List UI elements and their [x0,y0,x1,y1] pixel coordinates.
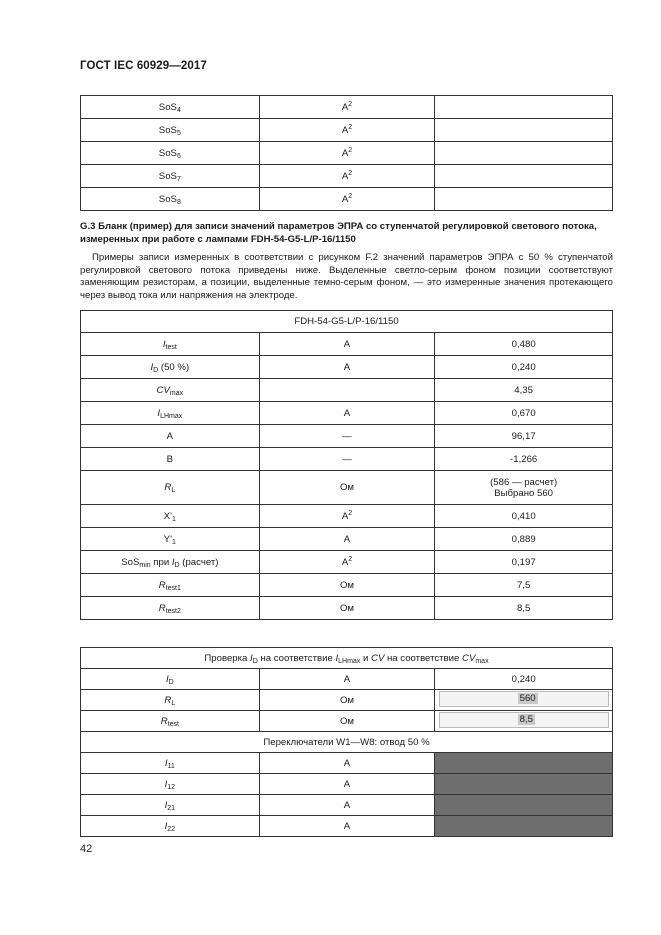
switch-row [81,732,613,753]
highlighted-value: 560 [519,692,536,704]
unit-superscript: 2 [348,169,353,177]
param-cell [81,333,260,356]
value-line-2: Выбрано 560 [494,487,554,499]
param-symbol: I [164,799,168,811]
unit-label: A [341,193,349,205]
param-cell [81,753,260,774]
title-part: Проверка [204,652,251,664]
unit-cell: A [259,774,435,795]
highlighted-value: 8,5 [519,713,533,725]
unit-cell: — [259,448,435,471]
param-symbol: X' [163,510,172,522]
param-subscript: 1 [171,538,176,546]
value-cell: 96,17 [435,425,613,448]
param-label: SoS [158,124,177,136]
title-subscript: D [252,657,258,665]
value-cell: -1,266 [435,448,613,471]
param-symbol: I [164,820,168,832]
dark-value-cell [435,774,613,795]
light-highlight [439,691,609,707]
dark-value-cell [435,753,613,774]
section-paragraph: Примеры записи измеренных в соответствии с рисунком F.2 значений параметров ЭПРА с 50 % ступенчатой регулировкой светового потока приведены ниже. Выделенные светло-серым фоном позиции соответствуют заменяющим резисторам, а позиции, выделенные темно-серым фоном, — это измеренные значения протекающего через вывод тока или напряжения на электроде. [80,252,613,301]
table-row [81,425,613,448]
unit-cell: Ом [259,711,435,732]
value-cell: 0,240 [435,356,613,379]
param-cell [81,774,260,795]
unit-cell [259,165,435,188]
param-cell [81,551,260,574]
param-symbol: SoS [121,556,140,568]
param-subscript-2: D [174,561,180,569]
table-row [81,753,613,774]
value-cell [435,471,613,505]
unit-superscript: 2 [348,123,353,131]
value-cell-highlighted [435,711,613,732]
table-title: FDH-54-G5-L/P-16/1150 [81,311,613,333]
table-row [81,669,613,690]
param-subscript: 22 [167,825,176,833]
table-row [81,597,613,620]
light-highlight [439,712,609,728]
verification-table [80,647,613,837]
unit-cell: Ом [259,690,435,711]
unit-label: A [341,101,349,113]
param-symbol: I [164,757,168,769]
param-suffix: (50 %) [158,361,190,373]
table-row [81,379,613,402]
value-cell-highlighted [435,690,613,711]
param-symbol-2: I [171,556,175,568]
param-subscript: test [165,343,177,351]
unit-cell [259,142,435,165]
unit-label: A [341,124,349,136]
title-symbol: CV [371,652,385,664]
table-title [81,648,613,669]
table-row [81,448,613,471]
param-label: SoS [158,170,177,182]
value-cell: 0,197 [435,551,613,574]
param-symbol: R [160,715,168,727]
table-row [81,96,613,119]
unit-cell: A [259,816,435,837]
param-subscript: D [168,678,174,686]
param-subscript: 7 [176,175,181,183]
table-title-row [81,648,613,669]
param-symbol: R [164,482,172,493]
unit-cell [259,119,435,142]
unit-cell: A [259,528,435,551]
param-symbol: I [162,338,166,350]
value-cell [435,165,613,188]
table-row [81,505,613,528]
parameters-table [80,310,613,620]
param-cell: A [81,425,260,448]
table-row [81,188,613,211]
unit-cell [259,379,435,402]
param-cell [81,669,260,690]
value-cell: 7,5 [435,574,613,597]
value-cell: 0,240 [435,669,613,690]
unit-superscript: 2 [348,100,353,108]
param-subscript: test2 [165,607,181,615]
document-header: ГОСТ IEC 60929—2017 [80,60,207,72]
param-subscript: 6 [176,152,181,160]
param-subscript: 12 [167,783,176,791]
param-cell [81,165,260,188]
table-row [81,574,613,597]
unit-label: A [341,147,349,159]
unit-label: A [341,556,349,568]
table-row [81,471,613,505]
param-cell [81,597,260,620]
param-label: SoS [158,193,177,205]
unit-cell: Ом [259,597,435,620]
param-cell [81,356,260,379]
page-number: 42 [80,843,93,855]
value-line-1: (586 — расчет) [490,476,558,488]
table-row [81,551,613,574]
unit-cell: A [259,669,435,690]
table-row [81,816,613,837]
param-suffix: (расчет) [179,556,219,568]
param-subscript: 11 [167,762,175,770]
section-g3 [80,221,613,302]
table-title-row [81,311,613,333]
param-subscript: 4 [176,106,181,114]
param-cell [81,690,260,711]
param-mid: при [150,556,172,568]
sos-table [80,95,613,211]
dark-value-cell [435,816,613,837]
value-cell: 0,670 [435,402,613,425]
table-row [81,333,613,356]
title-symbol: I [335,652,339,664]
param-cell [81,816,260,837]
param-symbol: I [165,673,169,685]
value-cell: 0,480 [435,333,613,356]
param-cell [81,188,260,211]
param-subscript: min [139,561,151,569]
param-symbol: Y' [163,533,172,545]
param-subscript: LHmax [160,412,183,420]
param-cell [81,142,260,165]
dark-value-cell [435,795,613,816]
table-row [81,356,613,379]
unit-superscript: 2 [348,509,353,517]
table-row [81,711,613,732]
title-subscript: LHmax [338,657,361,665]
param-symbol: I [150,361,154,373]
unit-superscript: 2 [348,555,353,563]
param-cell [81,402,260,425]
unit-cell: A [259,795,435,816]
title-part: на соответствие [384,652,463,664]
table-row [81,165,613,188]
unit-cell: A [259,356,435,379]
param-symbol: R [164,694,172,706]
value-cell [435,96,613,119]
param-cell [81,119,260,142]
unit-cell [259,551,435,574]
table-row [81,795,613,816]
table-row [81,774,613,795]
value-cell [435,119,613,142]
param-subscript: test1 [165,584,181,592]
unit-cell [259,188,435,211]
param-subscript: L [171,487,176,494]
param-cell [81,379,260,402]
table-row [81,402,613,425]
value-cell: 4,35 [435,379,613,402]
param-subscript: L [171,699,176,707]
value-cell [435,142,613,165]
value-cell [435,188,613,211]
unit-cell: Ом [259,471,435,505]
param-subscript: max [169,389,184,397]
param-symbol: I [164,778,168,790]
param-cell [81,505,260,528]
unit-cell: A [259,402,435,425]
unit-cell: A [259,333,435,356]
param-cell [81,711,260,732]
section-title: G.3 Бланк (пример) для записи значений параметров ЭПРА со ступенчатой регулировкой светового потока, измеренных при работе с лампами FDH-54-G5-L/P-16/1150 [80,221,597,245]
table-row [81,119,613,142]
param-cell [81,96,260,119]
param-subscript: D [153,366,159,374]
table-row [81,142,613,165]
value-cell: 0,889 [435,528,613,551]
param-cell [81,528,260,551]
value-cell: 0,410 [435,505,613,528]
title-symbol: I [250,652,253,664]
param-subscript: 8 [176,198,181,206]
unit-cell: Ом [259,574,435,597]
table-row [81,528,613,551]
title-subscript: max [475,657,489,665]
param-subscript: 1 [171,515,176,523]
value-cell: 8,5 [435,597,613,620]
param-label: SoS [158,101,177,113]
title-part: и [360,652,372,664]
param-cell [81,471,260,505]
param-cell [81,795,260,816]
param-subscript: test [167,720,179,728]
param-symbol: I [157,407,161,419]
table-row [81,690,613,711]
switch-label: Переключатели W1—W8: отвод 50 % [81,732,613,753]
unit-superscript: 2 [348,192,353,200]
unit-cell [259,505,435,528]
param-cell: B [81,448,260,471]
unit-cell: — [259,425,435,448]
unit-cell: A [259,753,435,774]
unit-superscript: 2 [348,146,353,154]
unit-label: A [341,170,349,182]
param-symbol: CV [156,384,170,396]
param-subscript: 5 [176,129,181,137]
param-label: SoS [158,147,177,159]
param-subscript: 21 [167,804,176,812]
unit-label: A [341,510,349,522]
param-symbol: R [158,602,166,614]
param-cell [81,574,260,597]
title-symbol: CV [462,652,476,664]
unit-cell [259,96,435,119]
param-symbol: R [158,579,166,591]
title-part: на соответствие [257,652,336,664]
